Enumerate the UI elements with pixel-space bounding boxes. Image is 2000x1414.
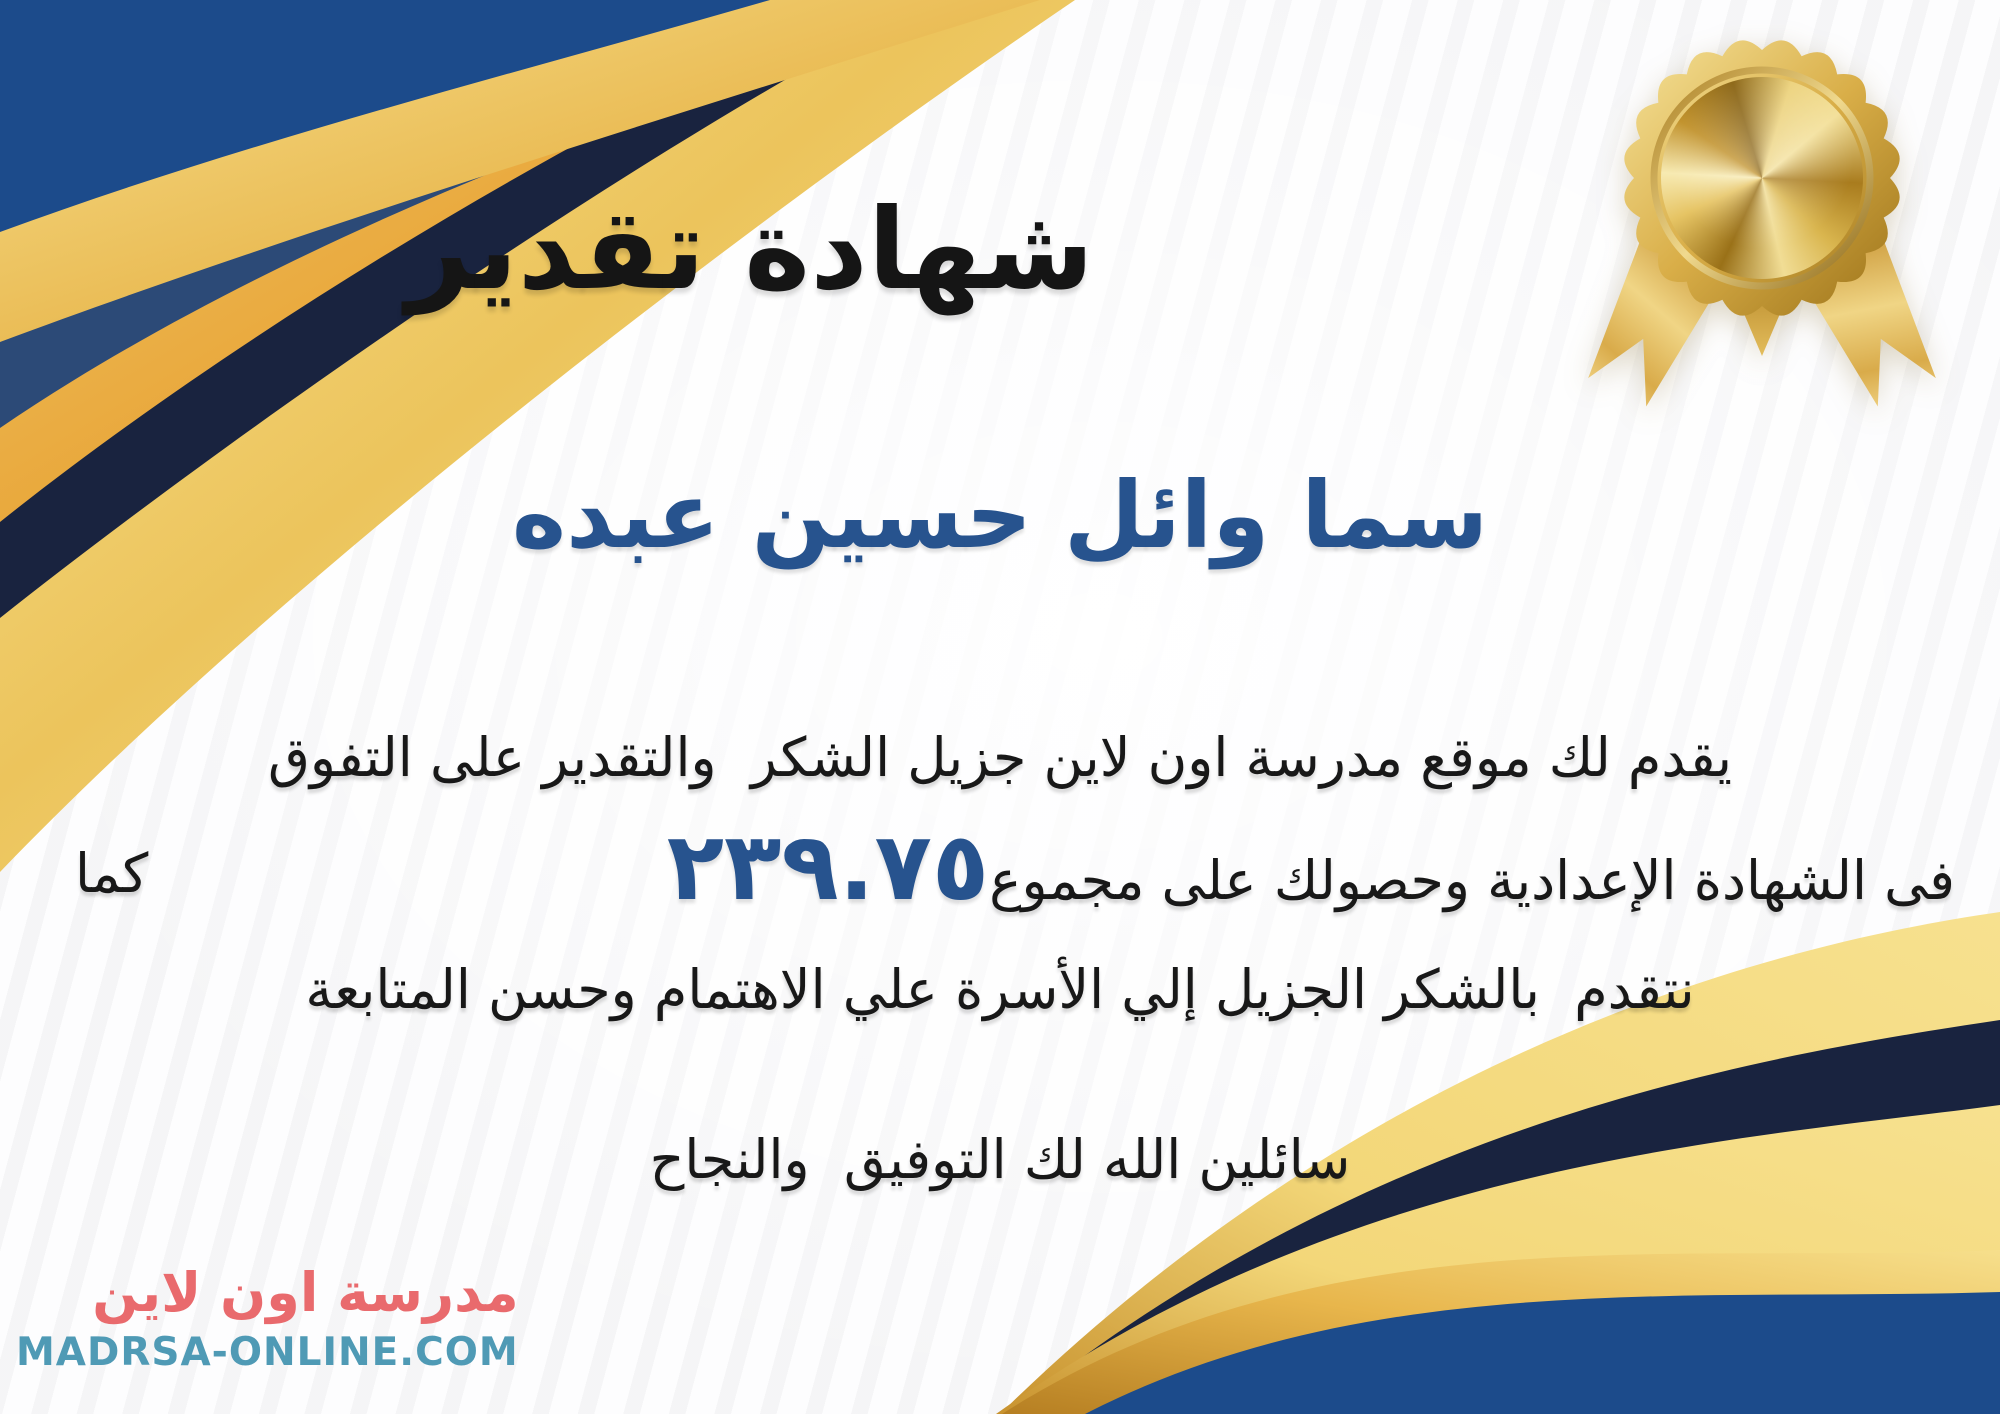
gold-medal-icon [1612,28,1912,428]
body-line-1: يقدم لك موقع مدرسة اون لاين جزيل الشكر والتقدير على التفوق [267,726,1733,789]
logo-texts [16,1261,519,1381]
certificate-title: شهادة تقدير [406,185,1094,316]
body-line-2-text: فى الشهادة الإعدادية وحصولك على مجموع٢٣٩.٧٥ [666,812,1955,922]
closing-line: سائلين الله لك التوفيق والنجاح [649,1128,1351,1191]
logo-arabic-name: مدرسة اون لاين [92,1261,519,1324]
medal-face [1661,77,1863,279]
body-line-3: نتقدم بالشكر الجزيل إلي الأسرة علي الاهتمام وحسن المتابعة [305,958,1695,1021]
logo-domain: MADRSA-ONLINE.COM [16,1330,519,1375]
body-line-2-tail: كما [75,842,149,905]
student-name: سما وائل حسين عبده [511,462,1489,569]
site-logo [16,1258,519,1384]
score-value: ٢٣٩.٧٥ [666,812,990,922]
certificate-body [45,700,1955,1048]
body-line-2 [45,812,1955,932]
